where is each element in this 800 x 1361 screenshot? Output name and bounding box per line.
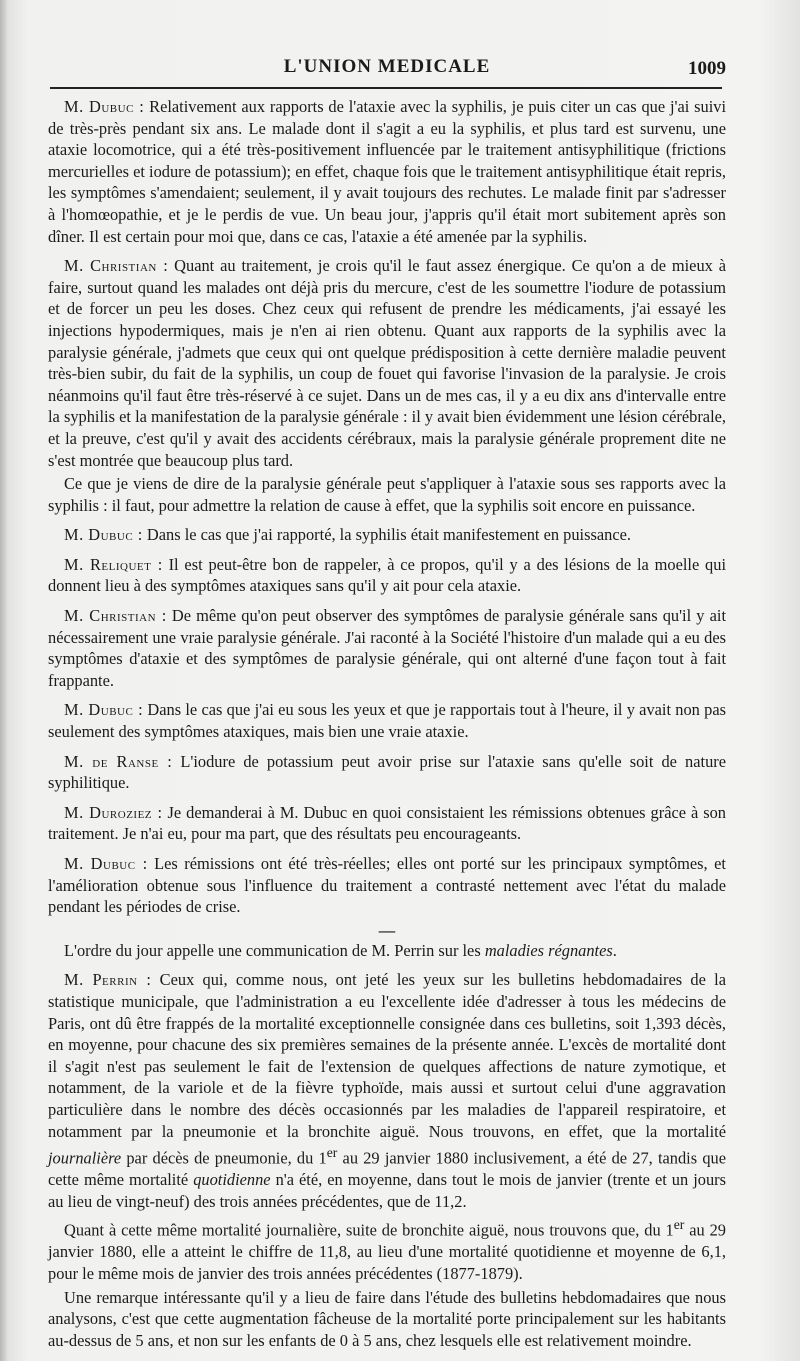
paragraph	[48, 524, 726, 546]
paragraph-text: Il est peut-être bon de rappeler, à ce propos, qu'il y a des lésions de la moelle qui donnent lieu à des symptômes ataxiques sans qu'il y ait pour cela ataxie.	[48, 554, 726, 596]
page-body	[48, 96, 726, 1359]
paragraph-text: Relativement aux rapports de l'ataxie avec la syphilis, je puis citer un cas que j'ai suivi de très-près pendant six ans. Le malade dont il s'agit a eu la syphilis, et plus tard est survenu, une ataxie locomotrice, qui a été très-positivement influencée par le traitement antisyphilitique (frictions mercurielles et iodure de potassium); en effet, chaque fois que le traitement antisyphilitique était repris, les symptômes s'amendaient; seulement, il y avait toujours des rechutes. Le malade finit par s'adresser à l'homœopathie, et je le perdis de vue. Un beau jour, j'appris qu'il était mort subitement après son dîner. Il est certain pour moi que, dans ce cas, l'ataxie a été amenée par la syphilis.	[48, 97, 726, 246]
speaker: M. Christian :	[64, 606, 167, 626]
paragraph	[48, 969, 726, 1212]
paragraph	[48, 802, 726, 845]
paragraph	[48, 1287, 726, 1352]
paragraph-text: Dans le cas que j'ai eu sous les yeux et que je rapportais tout à l'heure, il y avait non pas seulement des symptômes ataxiques, mais bien une vraie ataxie.	[48, 700, 726, 742]
italic-term: journalière	[48, 1148, 122, 1168]
paragraph	[48, 699, 726, 742]
paragraph	[48, 255, 726, 471]
paragraph	[48, 1214, 726, 1284]
paragraph-text: au 29 janvier 1880 inclusivement, a été de 27, tandis que cette même mortalité	[48, 1148, 726, 1190]
paragraph	[48, 605, 726, 691]
paragraph-text: Quant au traitement, je crois qu'il le faut assez énergique. Ce qu'on a de mieux à faire, surtout quand les malades ont déjà pris du mercure, c'est de les soumettre l'iodure de potassium et de forcer un peu les doses. Chez ceux qui refusent de prendre les médicaments, j'ai essayé les injections hypodermiques, mais je n'en ai rien obtenu. Quant aux rapports de la syphilis avec la paralysie générale, j'admets que ceux qui ont quelque prédisposition à cette dernière maladie peuvent très-bien subir, du fait de la syphilis, un coup de fouet qui favorise l'invasion de la paralysie. Je crois néanmoins qu'il faut être très-réservé à ce sujet. Dans un de mes cas, il y a eu dix ans d'intervalle entre la syphilis et la manifestation de la paralysie générale : il y avait bien évidemment une lésion cérébrale, et la preuve, c'est qu'il y avait des accidents cérébraux, mais la paralysie générale proprement dite ne s'est montrée que beaucoup plus tard.	[48, 256, 727, 470]
paragraph-text: Je demanderai à M. Dubuc en quoi consistaient les rémissions obtenues grâce à son traitement. Je n'ai eu, pour ma part, que des résultats peu encourageants.	[48, 802, 727, 844]
paragraph-text: Quant à cette même mortalité journalière, suite de bronchite aiguë, nous trouvons que, du 1	[64, 1220, 674, 1240]
speaker: M. Duroziez :	[64, 802, 163, 822]
speaker: M. Reliquet :	[64, 554, 163, 574]
order-of-day	[48, 940, 726, 962]
section-separator: —	[378, 920, 396, 940]
paragraph-text: Dans le cas que j'ai rapporté, la syphilis était manifestement en puissance.	[142, 525, 631, 545]
superscript: er	[673, 1217, 685, 1233]
running-title: L'UNION MEDICALE	[283, 56, 491, 77]
order-text-end: .	[612, 940, 617, 960]
italic-term: quotidienne	[193, 1170, 271, 1190]
speaker: M. Perrin :	[64, 970, 152, 990]
speaker: M. Dubuc :	[64, 700, 144, 720]
paragraph-text: De même qu'on peut observer des symptômes de paralysie générale sans qu'il y ait nécessairement une vraie paralysie générale. J'ai raconté à la Société l'histoire d'un malade qui a eu des symptômes d'ataxie et des symptômes de paralysie générale, qui ont alterné d'une façon tout à fait frappante.	[48, 606, 726, 690]
paragraph-text: Les rémissions ont été très-réelles; elles ont porté sur les principaux symptômes, et l'amélioration obtenue sous l'influence du traitement a contrasté nettement avec l'état du malade pendant les périodes de crise.	[48, 854, 726, 917]
paragraph	[48, 96, 726, 247]
page-header	[48, 52, 726, 84]
scan-shadow	[0, 0, 8, 1361]
paragraph-text: Une remarque intéressante qu'il y a lieu de faire dans l'étude des bulletins hebdomadaires que nous analysons, c'est que cette augmentation fâcheuse de la mortalité porte principalement sur les habitants au-dessus de 5 ans, et non sur les enfants de 0 à 5 ans, chez lesquels elle est relativement moindre.	[48, 1287, 726, 1350]
paragraph	[48, 554, 726, 597]
speaker: M. Christian :	[64, 256, 169, 276]
speaker: M. Dubuc :	[64, 97, 145, 116]
paragraph-text: Ce que je viens de dire de la paralysie générale peut s'appliquer à l'ataxie sous ses rapports avec la syphilis : il faut, pour admettre la relation de cause à effet, que la syphilis soit encore en puissance.	[48, 474, 726, 515]
paragraph	[48, 751, 726, 794]
speaker: M. Dubuc :	[64, 525, 143, 545]
speaker: M. de Ranse :	[64, 751, 173, 771]
header-rule	[50, 87, 722, 89]
paragraph	[48, 473, 726, 516]
paragraph-text: L'iodure de potassium peut avoir prise sur l'ataxie sans qu'elle soit de nature syphilitique.	[48, 751, 726, 793]
paragraph-text: Ceux qui, comme nous, ont jeté les yeux sur les bulletins hebdomadaires de la statistique municipale, que l'administration a eu l'excellente idée d'adresser à tous les médecins de Paris, ont dû être frappés de la mortalité exceptionnelle consignée dans ces bulletins, soit 1,393 décès, en moyenne, pour chacune des six premières semaines de la présente année. L'excès de mortalité dont il s'agit n'est pas seulement le fait de l'extension de quelques affections de nature zymotique, et notamment, de la variole et de la fièvre typhoïde, mais aussi et surtout celui d'une aggravation particulière dans le nombre des décès occasionnés par les maladies de l'appareil respiratoire, et notamment par la pneumonie et la bronchite aiguë. Nous trouvons, en effet, que la mortalité	[48, 970, 726, 1141]
order-text: L'ordre du jour appelle une communication de M. Perrin sur les	[64, 940, 485, 960]
paragraph	[48, 853, 726, 918]
page-number: 1009	[688, 58, 726, 79]
order-italic: maladies régnantes	[484, 940, 613, 960]
superscript: er	[326, 1145, 338, 1161]
paragraph-text: n'a été, en moyenne, dans tout le mois de janvier (trente et un jours au lieu de vingt-neuf) des trois années précédentes, que de 11,2.	[48, 1170, 726, 1211]
paragraph-text: par décès de pneumonie, du 1	[121, 1148, 327, 1168]
paragraph-text: au 29 janvier 1880, elle a atteint le chiffre de 11,8, au lieu d'une mortalité quotidienne et moyenne de 6,1, pour le même mois de janvier des trois années précédentes (1877-1879).	[48, 1220, 726, 1284]
speaker: M. Dubuc :	[64, 854, 148, 873]
